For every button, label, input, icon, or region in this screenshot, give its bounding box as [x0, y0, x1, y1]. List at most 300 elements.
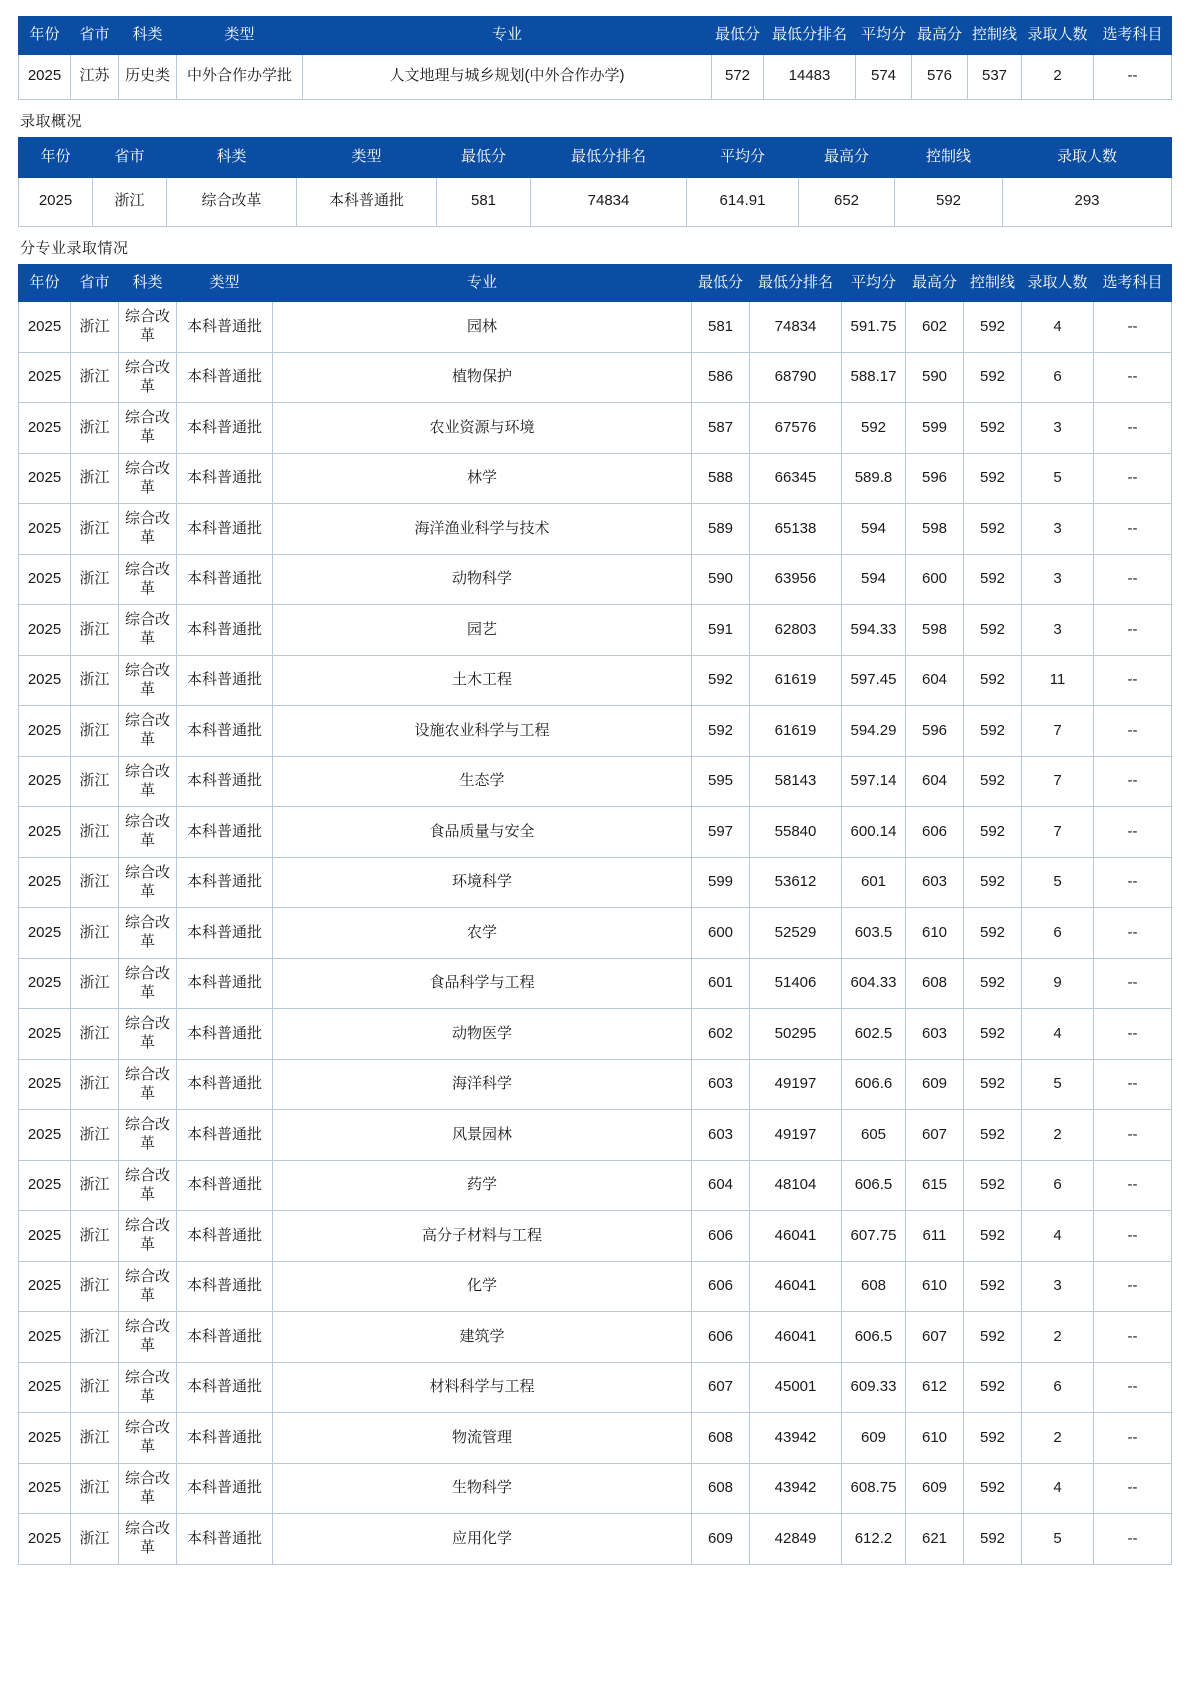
cell-major: 动物医学: [273, 1009, 692, 1060]
cell-type: 本科普通批: [177, 554, 273, 605]
cell-max-score: 603: [906, 1009, 964, 1060]
table-row: [19, 807, 1172, 858]
cell-province: 浙江: [71, 1413, 119, 1464]
cell-control-line: 592: [964, 1312, 1022, 1363]
cell-type: 本科普通批: [177, 1211, 273, 1262]
cell-elective-subject: --: [1094, 1009, 1172, 1060]
cell-major: 设施农业科学与工程: [273, 706, 692, 757]
cell-subject-category: 综合改革: [119, 908, 177, 959]
cell-year: 2025: [19, 177, 93, 226]
cell-avg-score: 594: [842, 554, 906, 605]
cell-year: 2025: [19, 1362, 71, 1413]
cell-province: 浙江: [71, 554, 119, 605]
col-type: 类型: [297, 137, 437, 177]
cell-year: 2025: [19, 1160, 71, 1211]
cell-province: 浙江: [71, 453, 119, 504]
cell-admitted-count: 2: [1022, 1413, 1094, 1464]
cell-province: 浙江: [71, 655, 119, 706]
cell-control-line: 592: [964, 1009, 1022, 1060]
cell-province: 浙江: [71, 1312, 119, 1363]
cell-major: 食品科学与工程: [273, 958, 692, 1009]
col-min-rank: 最低分排名: [750, 264, 842, 302]
cell-type: 本科普通批: [177, 1312, 273, 1363]
cell-avg-score: 602.5: [842, 1009, 906, 1060]
cell-min-score: 588: [692, 453, 750, 504]
cell-control-line: 592: [964, 908, 1022, 959]
cell-type: 本科普通批: [177, 655, 273, 706]
cell-type: 本科普通批: [177, 706, 273, 757]
cell-min-rank: 50295: [750, 1009, 842, 1060]
cell-min-score: 606: [692, 1261, 750, 1312]
cell-major: 生态学: [273, 756, 692, 807]
cell-year: 2025: [19, 706, 71, 757]
cell-subject-category: 综合改革: [119, 1413, 177, 1464]
cell-admitted-count: 2: [1022, 1312, 1094, 1363]
cell-avg-score: 604.33: [842, 958, 906, 1009]
cell-province: 浙江: [71, 302, 119, 353]
cell-admitted-count: 4: [1022, 1009, 1094, 1060]
table-header-row: [19, 17, 1172, 55]
cell-max-score: 590: [906, 352, 964, 403]
cell-subject-category: 综合改革: [119, 554, 177, 605]
cell-admitted-count: 7: [1022, 756, 1094, 807]
col-elective-subject: 选考科目: [1094, 17, 1172, 55]
cell-year: 2025: [19, 403, 71, 454]
cell-elective-subject: --: [1094, 1211, 1172, 1262]
table-row: [19, 958, 1172, 1009]
cell-type: 本科普通批: [177, 1110, 273, 1161]
cell-min-score: 592: [692, 706, 750, 757]
cell-elective-subject: --: [1094, 1261, 1172, 1312]
col-control-line: 控制线: [964, 264, 1022, 302]
cell-province: 浙江: [71, 403, 119, 454]
cell-major: 食品质量与安全: [273, 807, 692, 858]
table-body: [19, 177, 1172, 226]
cell-control-line: 592: [964, 554, 1022, 605]
cell-admitted-count: 6: [1022, 908, 1094, 959]
cell-min-rank: 63956: [750, 554, 842, 605]
cell-elective-subject: --: [1094, 756, 1172, 807]
cell-year: 2025: [19, 54, 71, 99]
cell-avg-score: 589.8: [842, 453, 906, 504]
cell-type: 本科普通批: [177, 605, 273, 656]
cell-province: 浙江: [71, 1463, 119, 1514]
cell-max-score: 610: [906, 1413, 964, 1464]
cell-control-line: 592: [964, 1413, 1022, 1464]
col-year: 年份: [19, 264, 71, 302]
cell-admitted-count: 5: [1022, 1059, 1094, 1110]
cell-avg-score: 612.2: [842, 1514, 906, 1565]
cell-elective-subject: --: [1094, 1463, 1172, 1514]
cell-year: 2025: [19, 1463, 71, 1514]
cell-max-score: 604: [906, 756, 964, 807]
cell-elective-subject: --: [1094, 302, 1172, 353]
col-max-score: 最高分: [906, 264, 964, 302]
cell-avg-score: 597.45: [842, 655, 906, 706]
cell-major: 海洋渔业科学与技术: [273, 504, 692, 555]
cell-province: 江苏: [71, 54, 119, 99]
cell-max-score: 609: [906, 1463, 964, 1514]
col-type: 类型: [177, 17, 303, 55]
cell-major: 环境科学: [273, 857, 692, 908]
cell-min-rank: 67576: [750, 403, 842, 454]
cell-max-score: 596: [906, 453, 964, 504]
cell-max-score: 606: [906, 807, 964, 858]
cell-type: 本科普通批: [177, 807, 273, 858]
table-row: [19, 177, 1172, 226]
cell-year: 2025: [19, 302, 71, 353]
cell-admitted-count: 9: [1022, 958, 1094, 1009]
cell-type: 本科普通批: [177, 1160, 273, 1211]
cell-type: 本科普通批: [177, 1261, 273, 1312]
cell-type: 本科普通批: [177, 453, 273, 504]
cell-avg-score: 603.5: [842, 908, 906, 959]
cell-subject-category: 综合改革: [119, 1514, 177, 1565]
cell-avg-score: 607.75: [842, 1211, 906, 1262]
cell-admitted-count: 11: [1022, 655, 1094, 706]
table-row: [19, 605, 1172, 656]
cell-type: 本科普通批: [177, 1413, 273, 1464]
cell-min-rank: 46041: [750, 1211, 842, 1262]
table-row: [19, 352, 1172, 403]
col-admitted-count: 录取人数: [1022, 17, 1094, 55]
cell-province: 浙江: [71, 504, 119, 555]
col-major: 专业: [303, 17, 712, 55]
cell-elective-subject: --: [1094, 453, 1172, 504]
cell-min-score: 603: [692, 1059, 750, 1110]
cell-avg-score: 597.14: [842, 756, 906, 807]
cell-elective-subject: --: [1094, 857, 1172, 908]
cell-type: 本科普通批: [177, 504, 273, 555]
cell-province: 浙江: [71, 756, 119, 807]
table-row: [19, 302, 1172, 353]
cell-min-score: 604: [692, 1160, 750, 1211]
table-header-row: [19, 264, 1172, 302]
table-header: [19, 17, 1172, 55]
table-row: [19, 1514, 1172, 1565]
col-control-line: 控制线: [895, 137, 1003, 177]
cell-max-score: 652: [799, 177, 895, 226]
cell-control-line: 592: [964, 1463, 1022, 1514]
table-header: [19, 264, 1172, 302]
cell-min-score: 609: [692, 1514, 750, 1565]
cell-major: 园艺: [273, 605, 692, 656]
cell-control-line: 592: [964, 1514, 1022, 1565]
cell-control-line: 592: [964, 958, 1022, 1009]
cell-min-score: 608: [692, 1413, 750, 1464]
cell-type: 本科普通批: [177, 958, 273, 1009]
cell-elective-subject: --: [1094, 1110, 1172, 1161]
cell-subject-category: 综合改革: [119, 605, 177, 656]
cell-subject-category: 综合改革: [119, 706, 177, 757]
cell-subject-category: 综合改革: [119, 1059, 177, 1110]
cell-avg-score: 609: [842, 1413, 906, 1464]
cell-type: 本科普通批: [297, 177, 437, 226]
cell-min-rank: 42849: [750, 1514, 842, 1565]
cell-province: 浙江: [71, 908, 119, 959]
cell-year: 2025: [19, 605, 71, 656]
cell-control-line: 592: [964, 403, 1022, 454]
cell-province: 浙江: [71, 1362, 119, 1413]
cell-year: 2025: [19, 1211, 71, 1262]
col-admitted-count: 录取人数: [1022, 264, 1094, 302]
cell-avg-score: 588.17: [842, 352, 906, 403]
col-min-score: 最低分: [712, 17, 764, 55]
cell-subject-category: 综合改革: [119, 807, 177, 858]
cell-admitted-count: 6: [1022, 1362, 1094, 1413]
cell-min-rank: 65138: [750, 504, 842, 555]
cell-min-rank: 46041: [750, 1312, 842, 1363]
cell-elective-subject: --: [1094, 605, 1172, 656]
cell-elective-subject: --: [1094, 403, 1172, 454]
cell-admitted-count: 5: [1022, 857, 1094, 908]
cell-avg-score: 591.75: [842, 302, 906, 353]
table-major-admissions: [18, 264, 1172, 1565]
cell-avg-score: 605: [842, 1110, 906, 1161]
cell-max-score: 621: [906, 1514, 964, 1565]
cell-year: 2025: [19, 1413, 71, 1464]
cell-subject-category: 综合改革: [119, 1160, 177, 1211]
col-province: 省市: [71, 264, 119, 302]
cell-control-line: 592: [964, 857, 1022, 908]
cell-min-score: 606: [692, 1211, 750, 1262]
cell-admitted-count: 4: [1022, 1211, 1094, 1262]
cell-avg-score: 594.29: [842, 706, 906, 757]
cell-type: 本科普通批: [177, 1059, 273, 1110]
table-row: [19, 1160, 1172, 1211]
cell-min-rank: 66345: [750, 453, 842, 504]
cell-admitted-count: 6: [1022, 1160, 1094, 1211]
cell-avg-score: 600.14: [842, 807, 906, 858]
cell-year: 2025: [19, 453, 71, 504]
cell-min-rank: 43942: [750, 1413, 842, 1464]
cell-avg-score: 606.6: [842, 1059, 906, 1110]
cell-max-score: 607: [906, 1110, 964, 1161]
cell-max-score: 604: [906, 655, 964, 706]
cell-avg-score: 606.5: [842, 1312, 906, 1363]
cell-control-line: 592: [964, 504, 1022, 555]
cell-elective-subject: --: [1094, 706, 1172, 757]
table-row: [19, 453, 1172, 504]
cell-min-score: 602: [692, 1009, 750, 1060]
table-row: [19, 1059, 1172, 1110]
cell-province: 浙江: [93, 177, 167, 226]
cell-type: 本科普通批: [177, 908, 273, 959]
cell-min-score: 597: [692, 807, 750, 858]
cell-max-score: 609: [906, 1059, 964, 1110]
cell-year: 2025: [19, 857, 71, 908]
cell-admitted-count: 2: [1022, 1110, 1094, 1161]
cell-min-rank: 68790: [750, 352, 842, 403]
cell-min-rank: 53612: [750, 857, 842, 908]
table-body: [19, 302, 1172, 1565]
col-min-rank: 最低分排名: [764, 17, 856, 55]
cell-min-rank: 14483: [764, 54, 856, 99]
col-avg-score: 平均分: [856, 17, 912, 55]
cell-control-line: 592: [964, 756, 1022, 807]
cell-min-rank: 62803: [750, 605, 842, 656]
cell-max-score: 607: [906, 1312, 964, 1363]
cell-avg-score: 574: [856, 54, 912, 99]
cell-min-rank: 49197: [750, 1110, 842, 1161]
table-header: [19, 137, 1172, 177]
col-min-score: 最低分: [437, 137, 531, 177]
cell-major: 人文地理与城乡规划(中外合作办学): [303, 54, 712, 99]
cell-subject-category: 综合改革: [119, 857, 177, 908]
col-max-score: 最高分: [912, 17, 968, 55]
cell-elective-subject: --: [1094, 554, 1172, 605]
cell-admitted-count: 3: [1022, 605, 1094, 656]
cell-avg-score: 614.91: [687, 177, 799, 226]
section-title-overview: 录取概况: [20, 112, 83, 130]
cell-subject-category: 综合改革: [119, 958, 177, 1009]
col-min-rank: 最低分排名: [531, 137, 687, 177]
table-row: [19, 756, 1172, 807]
cell-control-line: 537: [968, 54, 1022, 99]
cell-max-score: 576: [912, 54, 968, 99]
cell-avg-score: 608.75: [842, 1463, 906, 1514]
table-row: [19, 908, 1172, 959]
cell-major: 农学: [273, 908, 692, 959]
cell-avg-score: 608: [842, 1261, 906, 1312]
cell-max-score: 610: [906, 1261, 964, 1312]
cell-elective-subject: --: [1094, 54, 1172, 99]
cell-min-score: 592: [692, 655, 750, 706]
cell-admitted-count: 7: [1022, 706, 1094, 757]
cell-control-line: 592: [964, 1211, 1022, 1262]
cell-province: 浙江: [71, 1059, 119, 1110]
cell-year: 2025: [19, 958, 71, 1009]
table-row: [19, 857, 1172, 908]
cell-elective-subject: --: [1094, 1160, 1172, 1211]
cell-max-score: 603: [906, 857, 964, 908]
cell-min-score: 581: [437, 177, 531, 226]
cell-min-score: 590: [692, 554, 750, 605]
cell-max-score: 600: [906, 554, 964, 605]
cell-min-score: 581: [692, 302, 750, 353]
col-avg-score: 平均分: [842, 264, 906, 302]
cell-admitted-count: 3: [1022, 504, 1094, 555]
cell-control-line: 592: [964, 605, 1022, 656]
cell-elective-subject: --: [1094, 1362, 1172, 1413]
cell-major: 土木工程: [273, 655, 692, 706]
col-admitted-count: 录取人数: [1003, 137, 1172, 177]
cell-major: 风景园林: [273, 1110, 692, 1161]
cell-control-line: 592: [964, 1110, 1022, 1161]
cell-subject-category: 综合改革: [119, 655, 177, 706]
cell-elective-subject: --: [1094, 504, 1172, 555]
cell-province: 浙江: [71, 1160, 119, 1211]
table-row: [19, 655, 1172, 706]
cell-max-score: 598: [906, 605, 964, 656]
cell-min-score: 572: [712, 54, 764, 99]
cell-min-rank: 43942: [750, 1463, 842, 1514]
table-row: [19, 554, 1172, 605]
cell-major: 药学: [273, 1160, 692, 1211]
cell-subject-category: 综合改革: [119, 352, 177, 403]
col-subject-category: 科类: [167, 137, 297, 177]
cell-control-line: 592: [964, 1160, 1022, 1211]
cell-admitted-count: 6: [1022, 352, 1094, 403]
cell-admitted-count: 3: [1022, 403, 1094, 454]
cell-control-line: 592: [895, 177, 1003, 226]
cell-province: 浙江: [71, 1261, 119, 1312]
cell-max-score: 615: [906, 1160, 964, 1211]
cell-province: 浙江: [71, 807, 119, 858]
cell-elective-subject: --: [1094, 1312, 1172, 1363]
cell-avg-score: 601: [842, 857, 906, 908]
table-header-row: [19, 137, 1172, 177]
cell-min-rank: 46041: [750, 1261, 842, 1312]
cell-province: 浙江: [71, 958, 119, 1009]
cell-control-line: 592: [964, 453, 1022, 504]
cell-province: 浙江: [71, 352, 119, 403]
cell-elective-subject: --: [1094, 1059, 1172, 1110]
col-max-score: 最高分: [799, 137, 895, 177]
table-row: [19, 1312, 1172, 1363]
cell-subject-category: 综合改革: [119, 453, 177, 504]
cell-type: 本科普通批: [177, 756, 273, 807]
cell-year: 2025: [19, 1514, 71, 1565]
cell-major: 物流管理: [273, 1413, 692, 1464]
cell-avg-score: 606.5: [842, 1160, 906, 1211]
col-province: 省市: [93, 137, 167, 177]
table-body: [19, 54, 1172, 99]
cell-elective-subject: --: [1094, 655, 1172, 706]
cell-elective-subject: --: [1094, 1514, 1172, 1565]
cell-year: 2025: [19, 756, 71, 807]
cell-admitted-count: 4: [1022, 302, 1094, 353]
cell-avg-score: 594.33: [842, 605, 906, 656]
cell-elective-subject: --: [1094, 352, 1172, 403]
cell-major: 植物保护: [273, 352, 692, 403]
cell-min-rank: 52529: [750, 908, 842, 959]
cell-max-score: 599: [906, 403, 964, 454]
table-row: [19, 1362, 1172, 1413]
cell-min-rank: 61619: [750, 655, 842, 706]
table-row: [19, 403, 1172, 454]
table-row: [19, 504, 1172, 555]
col-year: 年份: [19, 17, 71, 55]
cell-control-line: 592: [964, 1261, 1022, 1312]
cell-major: 园林: [273, 302, 692, 353]
table-row: [19, 54, 1172, 99]
cell-max-score: 608: [906, 958, 964, 1009]
cell-control-line: 592: [964, 1059, 1022, 1110]
cell-subject-category: 综合改革: [167, 177, 297, 226]
cell-min-score: 591: [692, 605, 750, 656]
cell-admitted-count: 5: [1022, 453, 1094, 504]
cell-major: 动物科学: [273, 554, 692, 605]
cell-elective-subject: --: [1094, 807, 1172, 858]
col-year: 年份: [19, 137, 93, 177]
cell-province: 浙江: [71, 1009, 119, 1060]
cell-major: 应用化学: [273, 1514, 692, 1565]
cell-min-rank: 45001: [750, 1362, 842, 1413]
cell-control-line: 592: [964, 807, 1022, 858]
cell-year: 2025: [19, 655, 71, 706]
cell-year: 2025: [19, 554, 71, 605]
col-subject-category: 科类: [119, 264, 177, 302]
col-min-score: 最低分: [692, 264, 750, 302]
cell-elective-subject: --: [1094, 908, 1172, 959]
table-overview: [18, 137, 1172, 227]
cell-min-rank: 55840: [750, 807, 842, 858]
cell-subject-category: 综合改革: [119, 1362, 177, 1413]
table-row: [19, 1110, 1172, 1161]
cell-admitted-count: 7: [1022, 807, 1094, 858]
cell-type: 中外合作办学批: [177, 54, 303, 99]
